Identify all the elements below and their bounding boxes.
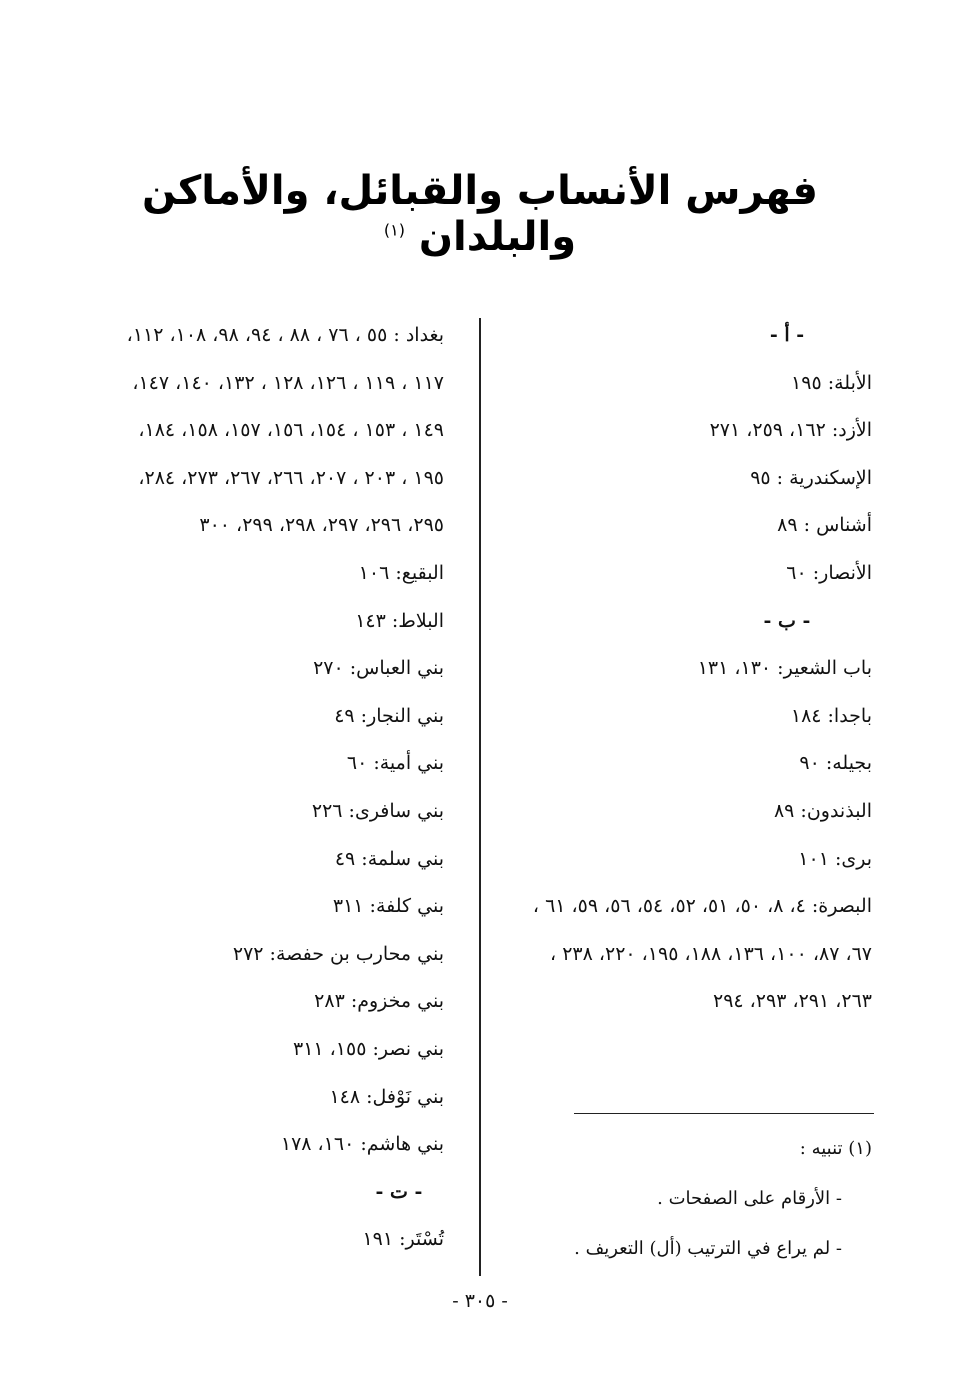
index-entry: بني سلمة: ٤٩ xyxy=(334,847,444,870)
index-entry: الإسكندرية : ٩٥ xyxy=(750,466,872,489)
index-entry: بني كلفة: ٣١١ xyxy=(332,895,444,918)
column-divider xyxy=(479,318,481,1276)
index-entry: باجدا: ١٨٤ xyxy=(790,704,872,727)
index-entry: أشناس : ٨٩ xyxy=(777,514,872,537)
index-entry: بغداد : ٥٥ ، ٧٦ ، ٨٨ ، ٩٤، ٩٨، ١٠٨، ١١٢، xyxy=(126,324,444,346)
index-entry: تُسْتَر: ١٩١ xyxy=(362,1228,444,1251)
index-entry: بني نَوْفل: ١٤٨ xyxy=(329,1085,444,1108)
index-entry: باب الشعير: ١٣٠، ١٣١ xyxy=(697,657,872,680)
index-entry: ١٩٥ ، ٢٠٣ ، ٢٠٧، ٢٦٦، ٢٦٧، ٢٧٣، ٢٨٤، xyxy=(138,466,444,489)
title-footnote-marker: (١) xyxy=(383,220,405,240)
index-entry: بني العباس: ٢٧٠ xyxy=(313,657,444,680)
right-index-column xyxy=(484,312,872,1026)
letter-heading: - ب - xyxy=(763,609,811,632)
left-index-column xyxy=(64,312,444,1264)
index-entry: الأزد: ١٦٢، ٢٥٩، ٢٧١ xyxy=(709,419,872,442)
footnote-heading: (١) تنبيه : xyxy=(799,1138,872,1159)
index-entry: بني محارب بن حفصة: ٢٧٢ xyxy=(232,942,444,965)
index-entry: برى: ١٠١ xyxy=(798,847,872,870)
index-entry: البلاط: ١٤٣ xyxy=(355,609,444,632)
index-entry: البقيع: ١٠٦ xyxy=(358,561,444,584)
index-entry: ١٤٩ ، ١٥٣ ، ١٥٤، ١٥٦، ١٥٧، ١٥٨، ١٨٤، xyxy=(138,419,444,442)
index-entry: بني مخزوم: ٢٨٣ xyxy=(314,990,444,1013)
index-entry: ٦٧، ٨٧، ١٠٠، ١٣٦، ١٨٨، ١٩٥، ٢٢٠، ٢٣٨ ، xyxy=(550,942,872,965)
index-entry: ٢٩٥، ٢٩٦، ٢٩٧، ٢٩٨، ٢٩٩، ٣٠٠ xyxy=(199,514,444,537)
index-entry: البذندون: ٨٩ xyxy=(773,799,872,822)
page-title xyxy=(80,168,880,260)
index-entry: البصرة: ٤، ٨، ٥٠، ٥١، ٥٢، ٥٤، ٥٦، ٥٩، ٦١ ، xyxy=(532,895,872,918)
index-entry: بني سافرى: ٢٢٦ xyxy=(311,799,444,822)
index-entry: بني هاشم: ١٦٠، ١٧٨ xyxy=(280,1133,444,1156)
letter-heading: - ت - xyxy=(375,1180,423,1203)
footnotes xyxy=(512,1124,872,1274)
page-number: - ٣٠٥ - xyxy=(452,1290,508,1312)
footnote-separator xyxy=(574,1113,874,1114)
index-entry: بني نصر: ١٥٥، ٣١١ xyxy=(292,1037,444,1060)
footnote-item: - الأرقام على الصفحات . xyxy=(657,1188,842,1209)
letter-heading: - أ - xyxy=(769,324,805,346)
index-entry: الأنصار: ٦٠ xyxy=(786,561,872,584)
footnote-item: - لم يراع في الترتيب (أل) التعريف . xyxy=(574,1238,842,1259)
index-entry: بجيله: ٩٠ xyxy=(799,752,872,775)
index-entry: بني النجار: ٤٩ xyxy=(334,704,444,727)
index-entry: ١١٧ ، ١١٩ ، ١٢٦، ١٢٨ ، ١٣٢، ١٤٠، ١٤٧، xyxy=(132,371,444,394)
index-entry: ٢٦٣، ٢٩١، ٢٩٣، ٢٩٤ xyxy=(712,990,872,1013)
title-text: فهرس الأنساب والقبائل، والأماكن والبلدان xyxy=(142,168,818,260)
index-entry: بني أمية: ٦٠ xyxy=(346,752,444,775)
index-entry: الأبلة: ١٩٥ xyxy=(791,371,872,394)
